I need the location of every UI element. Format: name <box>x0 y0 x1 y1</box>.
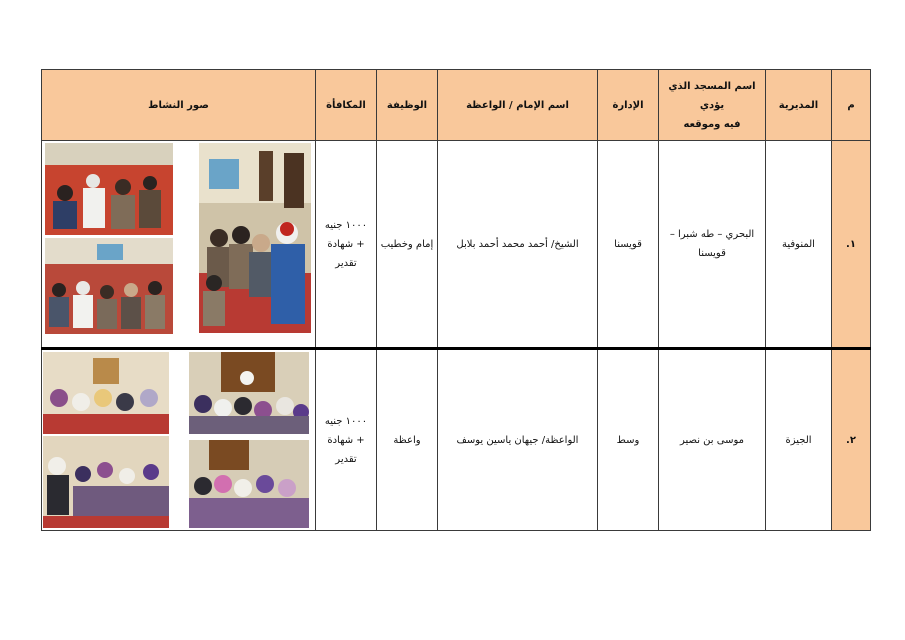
reward-cell: ١٠٠٠ جنيه + شهادة تقدير <box>316 141 377 349</box>
header-mosque: اسم المسجد الذي يؤدي فيه وموقعه <box>659 70 766 141</box>
imam-cell: الشيخ/ أحمد محمد أحمد بلابل <box>438 141 598 349</box>
activity-photo <box>45 238 173 334</box>
header-administration: الإدارة <box>598 70 659 141</box>
activity-photo <box>43 436 169 528</box>
header-row <box>42 70 871 141</box>
directorate-cell: الجيزة <box>766 349 832 531</box>
table-row <box>42 141 871 349</box>
administration-cell: وسط <box>598 349 659 531</box>
directorate-cell: المنوفية <box>766 141 832 349</box>
header-photos: صور النشاط <box>42 70 316 141</box>
activity-photo <box>189 352 309 434</box>
photos-cell <box>42 349 316 531</box>
table-row <box>42 349 871 531</box>
activities-table <box>41 69 871 531</box>
header-num: م <box>832 70 871 141</box>
header-directorate: المديرية <box>766 70 832 141</box>
photos-cell <box>42 141 316 349</box>
header-imam: اسم الإمام / الواعظة <box>438 70 598 141</box>
activity-photo <box>189 440 309 528</box>
row-number: ٢. <box>832 349 871 531</box>
activity-photo <box>43 352 169 434</box>
activity-photo <box>45 143 173 235</box>
imam-cell: الواعظة/ جيهان ياسين يوسف <box>438 349 598 531</box>
row-number: ١. <box>832 141 871 349</box>
job-cell: واعظة <box>377 349 438 531</box>
job-cell: إمام وخطيب <box>377 141 438 349</box>
activity-photo <box>199 143 311 333</box>
header-job: الوظيفة <box>377 70 438 141</box>
header-reward: المكافأة <box>316 70 377 141</box>
mosque-cell: البحري – طه شبرا – قويسنا <box>659 141 766 349</box>
administration-cell: قويسنا <box>598 141 659 349</box>
reward-cell: ١٠٠٠ جنيه + شهادة تقدير <box>316 349 377 531</box>
mosque-cell: موسى بن نصير <box>659 349 766 531</box>
